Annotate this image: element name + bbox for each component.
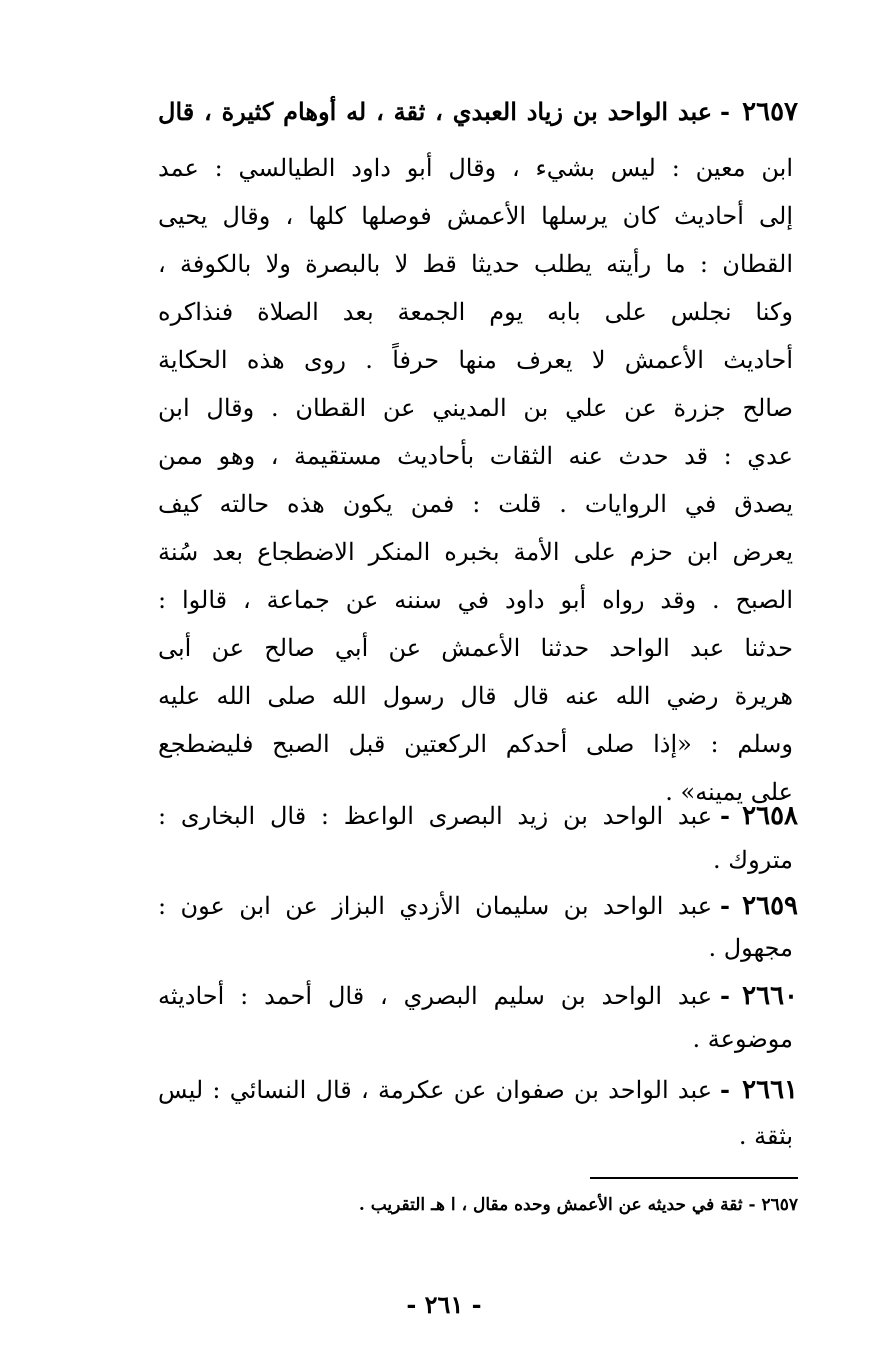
entry-2658 <box>158 792 798 840</box>
page-number: - ٢٦١ - <box>406 1290 482 1319</box>
entry-line: حدثنا عبد الواحد حدثنا الأعمش عن أبي صالح عن أبى <box>158 634 793 662</box>
entry-line: الصبح . وقد رواه أبو داود في سننه عن جماعة ، قالوا : <box>158 586 793 614</box>
entry-line: مجهول . <box>708 934 793 962</box>
entry-header <box>158 882 798 930</box>
entry-dash: - <box>720 801 730 830</box>
entry-line: يصدق في الروايات . قلت : فمن يكون هذه حالته كيف <box>158 490 793 518</box>
entry-line: يعرض ابن حزم على الأمة بخبره المنكر الاضطجاع بعد سُنة <box>158 538 793 566</box>
entry-line: على يمينه» . <box>665 778 793 806</box>
entry-line: متروك . <box>713 846 793 874</box>
entry-number: ٢٦٦١ <box>742 1075 798 1105</box>
entry-dash: - <box>720 97 730 126</box>
entry-line: أحاديث الأعمش لا يعرف منها حرفاً . روى هذه الحكاية <box>158 346 793 374</box>
entry-line: وسلم : «إذا صلى أحدكم الركعتين قبل الصبح فليضطجع <box>158 730 793 758</box>
entry-line: إلى أحاديث كان يرسلها الأعمش فوصلها كلها ، وقال يحيى <box>158 202 793 230</box>
entry-line: عبد الواحد بن سليمان الأزدي البزاز عن ابن عون : <box>158 892 713 920</box>
entry-2659-body <box>158 924 793 972</box>
entry-dash: - <box>720 1075 730 1104</box>
entry-2660 <box>158 972 798 1020</box>
entry-line: ابن معين : ليس بشيء ، وقال أبو داود الطيالسي : عمد <box>158 154 793 182</box>
entry-2657-body <box>158 144 793 816</box>
entry-line: بثقة . <box>738 1122 793 1150</box>
entry-line: عبد الواحد بن زيد البصرى الواعظ : قال البخارى : <box>158 802 713 830</box>
entry-2659 <box>158 882 798 930</box>
entry-2661 <box>158 1066 798 1114</box>
entry-number: ٢٦٥٧ <box>742 97 798 127</box>
entry-line: عبد الواحد بن صفوان عن عكرمة ، قال النسائي : ليس <box>158 1076 713 1104</box>
footnote: ٢٦٥٧ - ثقة في حديثه عن الأعمش وحده مقال ، ا هـ التقريب . <box>358 1195 798 1215</box>
entry-line: عبد الواحد بن زياد العبدي ، ثقة ، له أوهام كثيرة ، قال <box>158 97 713 126</box>
entry-header <box>158 972 798 1020</box>
entry-2661-body <box>158 1112 793 1160</box>
entry-line: القطان : ما رأيته يطلب حديثا قط لا بالبصرة ولا بالكوفة ، <box>158 250 793 278</box>
entry-number: ٢٦٥٨ <box>742 801 798 831</box>
entry-2658-body <box>158 836 793 884</box>
footnote-divider <box>590 1177 798 1179</box>
entry-header <box>158 88 798 136</box>
entry-dash: - <box>720 891 730 920</box>
entry-line: هريرة رضي الله عنه قال قال رسول الله صلى الله عليه <box>158 682 793 710</box>
entry-number: ٢٦٦٠ <box>742 981 798 1011</box>
entry-line: صالح جزرة عن علي بن المديني عن القطان . وقال ابن <box>158 394 793 422</box>
entry-line: عدي : قد حدث عنه الثقات بأحاديث مستقيمة ، وهو ممن <box>158 442 793 470</box>
entry-header <box>158 792 798 840</box>
entry-line: عبد الواحد بن سليم البصري ، قال أحمد : أحاديثه <box>158 982 713 1010</box>
entry-2657 <box>158 88 798 136</box>
entry-2660-body <box>158 1015 793 1063</box>
entry-dash: - <box>720 981 730 1010</box>
entry-header <box>158 1066 798 1114</box>
entry-line: وكنا نجلس على بابه يوم الجمعة بعد الصلاة فنذاكره <box>158 298 793 326</box>
entry-number: ٢٦٥٩ <box>742 891 798 921</box>
entry-line: موضوعة . <box>692 1025 793 1053</box>
